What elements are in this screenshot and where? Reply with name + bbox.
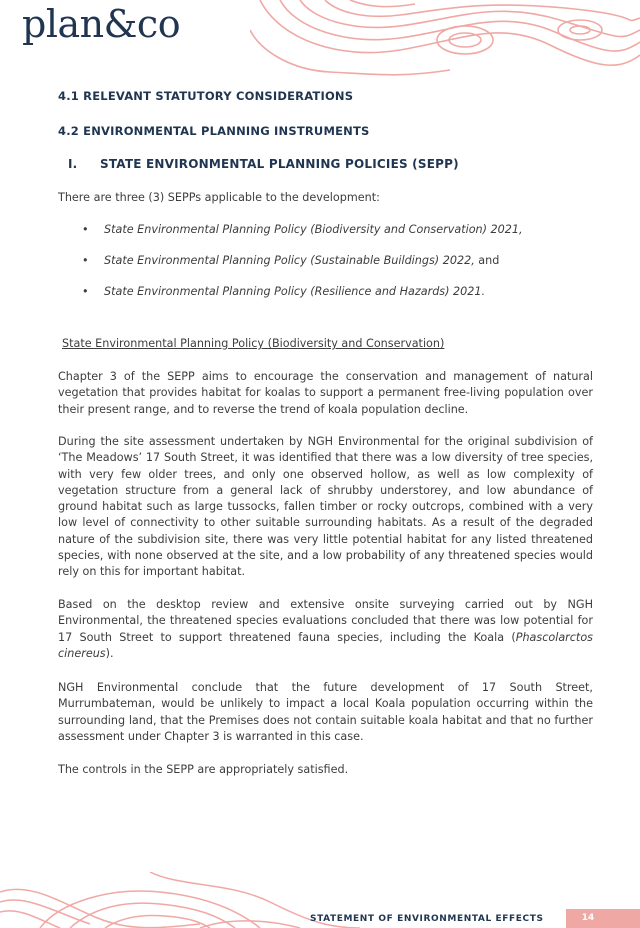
paragraph-desktop-review (58, 597, 593, 662)
sepp-tail: and (474, 254, 500, 267)
list-item (82, 253, 523, 284)
intro-paragraph: There are three (3) SEPPs applicable to the development: (58, 191, 380, 204)
list-item (82, 284, 523, 315)
paragraph-text: ). (105, 646, 114, 660)
species-name: Phascolarctos cinereus (58, 630, 593, 660)
footer-document-title: STATEMENT OF ENVIRONMENTAL EFFECTS (310, 914, 544, 924)
biodiversity-sub-heading: State Environmental Planning Policy (Biodiversity and Conservation) (62, 337, 445, 350)
bullet-icon: • (82, 254, 89, 267)
section-heading-4-1: 4.1 RELEVANT STATUTORY CONSIDERATIONS (58, 89, 354, 103)
section-heading-4-2: 4.2 ENVIRONMENTAL PLANNING INSTRUMENTS (58, 124, 370, 138)
sepp-title: State Environmental Planning Policy (Biodiversity and Conservation) 2021, (104, 223, 523, 236)
paragraph-controls: The controls in the SEPP are appropriately satisfied. (58, 763, 349, 776)
bullet-icon: • (82, 285, 89, 298)
sepp-list (82, 222, 523, 315)
paragraph-text: Based on the desktop review and extensive onsite surveying carried out by NGH Environmental, the threatened species evaluations concluded that there was low potential for 17 South Street to support threatened fauna species, including the Koala ( (58, 598, 593, 644)
bullet-icon: • (82, 223, 89, 236)
subsection-title: STATE ENVIRONMENTAL PLANNING POLICIES (SEPP) (100, 157, 459, 171)
paragraph-chapter-3: Chapter 3 of the SEPP aims to encourage the conservation and management of natural vegetation that provides habitat for koalas to support a permanent free-living population over their present range, and to reverse the trend of koala population decline. (58, 370, 593, 416)
subsection-heading-sepp (68, 157, 459, 171)
sepp-title: State Environmental Planning Policy (Resilience and Hazards) 2021. (104, 285, 486, 298)
list-item (82, 222, 523, 253)
paragraph-conclusion: NGH Environmental conclude that the future development of 17 South Street, Murrumbateman, would be unlikely to impact a local Koala population occurring within the surrounding land, that the Premises does not contain suitable koala habitat and that no further assessment under Chapter 3 is warranted in this case. (58, 681, 593, 743)
page-number-badge: 14 (566, 909, 640, 928)
subsection-number: I. (68, 157, 78, 171)
sepp-title: State Environmental Planning Policy (Sustainable Buildings) 2022, (104, 254, 475, 267)
paragraph-site-assessment: During the site assessment undertaken by NGH Environmental for the original subdivision of ‘The Meadows’ 17 South Street, it was identified that there was a low diversity of tree species, with very few older trees, and only one observed hollow, as well as low complexity of vegetation structure from a general lack of shrubby understorey, and low abundance of ground habitat such as large tussocks, fallen timber or rocky outcrops, combined with a very low level of connectivity to other suitable surrounding habitats. As a result of the degraded nature of the subdivision site, there was very little potential habitat for any listed threatened species, with none observed at the site, and a low probability of any threatened species would rely on this for important habitat. (58, 435, 593, 579)
topographic-decoration-top (250, 0, 640, 78)
plan-co-logo: plan&co (22, 2, 181, 46)
